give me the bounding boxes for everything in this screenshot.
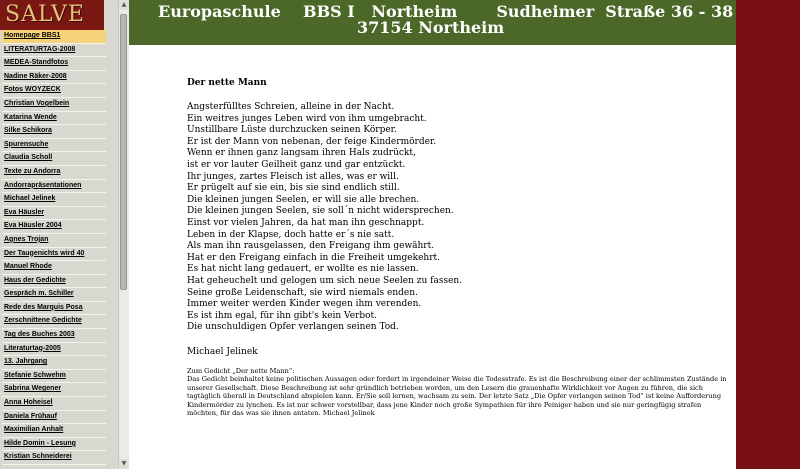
sidebar-nav-item[interactable]: Manuel Rhode [2, 261, 106, 275]
sidebar-nav-item[interactable]: Haus der Gedichte [2, 275, 106, 289]
sidebar-nav-item[interactable]: MEDEA-Standfotos [2, 57, 106, 71]
poem-author: Michael Jelinek [187, 346, 258, 357]
sidebar-nav-item[interactable]: Fotos WOYZECK [2, 84, 106, 98]
poem-line: Die kleinen jungen Seelen, sie soll´n nicht widersprechen. [187, 206, 454, 217]
sidebar-nav-item[interactable]: Eva Häusler [2, 207, 106, 221]
sidebar-nav-item[interactable]: Daniela Frühauf [2, 411, 106, 425]
sidebar-nav-item[interactable]: Maximilian Anhalt [2, 424, 106, 438]
site-logo[interactable] [0, 0, 104, 30]
poem-line: Angsterfülltes Schreien, alleine in der Nacht. [187, 102, 395, 112]
header-line-1: Europaschule BBS I Northeim Sudheimer Straße 36 - 38 [158, 2, 734, 21]
sidebar-nav-item[interactable]: Texte zu Andorra [2, 166, 106, 180]
sidebar-nav-item[interactable]: Rede des Marquis Posa [2, 302, 106, 316]
page-header [129, 0, 736, 45]
scroll-thumb[interactable] [120, 14, 127, 290]
sidebar-nav-item[interactable]: Katarina Wende [2, 112, 106, 126]
poem-line: Seine große Leidenschaft, sie wird niemals enden. [187, 287, 418, 298]
sidebar-nav-item[interactable]: Agnes Trojan [2, 234, 106, 248]
poem-line: ist er vor lauter Geilheit ganz und gar entzückt. [187, 159, 406, 170]
poem-body [187, 102, 727, 334]
poem-note [187, 367, 727, 418]
sidebar-nav-item[interactable]: Silke Schikora [2, 125, 106, 139]
sidebar-nav-item[interactable]: Michael Jelinek [2, 193, 106, 207]
sidebar-nav-item[interactable]: Homepage BBS1 [2, 30, 106, 44]
poem-line: Als man ihn rausgelassen, den Freigang ihm gewährt. [187, 241, 435, 252]
sidebar-nav-item[interactable]: Der Taugenichts wird 40 [2, 248, 106, 262]
sidebar-nav-item[interactable]: Christian Vogelbein [2, 98, 106, 112]
sidebar [0, 0, 118, 469]
poem-line: Die kleinen jungen Seelen, er will sie alle brechen. [187, 194, 420, 205]
sidebar-nav-item[interactable]: Kristian Schneiderei [2, 451, 106, 465]
sidebar-nav-item[interactable]: Stefanie Schwehm [2, 370, 106, 384]
sidebar-nav-item[interactable]: LITERATURTAG-2008 [2, 44, 106, 58]
poem-line: Leben in der Klapse, doch hatte er´s nie satt. [187, 229, 395, 240]
scroll-down-arrow-icon[interactable]: ▼ [119, 459, 129, 469]
sidebar-nav-item[interactable]: Tag des Buches 2003 [2, 329, 106, 343]
poem-line: Ihr junges, zartes Fleisch ist alles, was er will. [187, 171, 399, 182]
sidebar-nav-item[interactable]: Literaturtag-2005 [2, 343, 106, 357]
logo-text: SALVE [5, 2, 85, 27]
sidebar-nav-item[interactable]: Andorrapräsentationen [2, 180, 106, 194]
poem-line: Hat er den Freigang einfach in die Freiheit umgekehrt. [187, 252, 440, 263]
sidebar-nav-item[interactable]: Sabrina Wegener [2, 383, 106, 397]
sidebar-nav-item[interactable]: Eva Häusler 2004 [2, 220, 106, 234]
note-body: Das Gedicht beinhaltet keine politischen Aussagen oder fordert in irgendeiner Weise die Todesstrafe. Es ist die Beschreibung einer der schlimmsten Zustände in unserer Gesellschaft. Diese Beschreibung ist sehr gründlich betrieben worden, um den Lesern die grauenhafte Wirklichkeit vor Augen zu führen, die sich tagtäglich überall in Deutschland abspielen kann. Er/Sie soll lernen, wachsam zu sein. Der letzte Satz „Die Opfer verlangen seinen Tod“ ist keine Aufforderung Kindermörder zu lynchen. Es ist nur schwer vorstellbar, dass jene Kinder noch große Sympathien für ihre Peiniger haben und sie nur geringfügig strafen möchten, für das was sie ihnen antaten. Michael Jelinek [187, 375, 727, 418]
poem-title: Der nette Mann [187, 78, 267, 88]
main-content [187, 78, 727, 418]
sidebar-nav-item[interactable]: Nadine Räker-2008 [2, 71, 106, 85]
right-border-strip [736, 0, 800, 469]
poem-line: Immer weiter werden Kinder wegen ihm verenden. [187, 299, 422, 310]
poem-line: Einst vor vielen Jahren, da hat man ihn geschnappt. [187, 217, 425, 228]
poem-line: Wenn er ihnen ganz langsam ihren Hals zudrückt, [187, 148, 416, 159]
sidebar-nav-item[interactable]: Hilde Domin - Lesung [2, 438, 106, 452]
poem-line: Er ist der Mann von nebenan, der feige Kindermörder. [187, 136, 437, 147]
poem-line: Es ist ihm egal, für ihn gibt's kein Verbot. [187, 310, 378, 321]
poem-line: Hat geheuchelt und gelogen um sich neue Seelen zu fassen. [187, 275, 463, 286]
sidebar-scrollbar[interactable] [118, 0, 129, 469]
note-heading: Zum Gedicht „Der nette Mann“: [187, 366, 295, 375]
scroll-up-arrow-icon[interactable]: ▲ [119, 0, 129, 10]
poem-line: Er prügelt auf sie ein, bis sie sind endlich still. [187, 183, 400, 194]
sidebar-nav [2, 30, 106, 465]
sidebar-nav-item[interactable]: Gespräch m. Schiller [2, 288, 106, 302]
sidebar-nav-item[interactable]: Anna Hoheisel [2, 397, 106, 411]
sidebar-nav-item[interactable]: 13. Jahrgang [2, 356, 106, 370]
poem-line: Es hat nicht lang gedauert, er wollte es nie lassen. [187, 264, 419, 275]
sidebar-nav-item[interactable]: Spurensuche [2, 139, 106, 153]
poem-line: Unstillbare Lüste durchzucken seinen Körper. [187, 125, 397, 136]
sidebar-nav-item[interactable]: Zerschnittene Gedichte [2, 315, 106, 329]
poem-line: Die unschuldigen Opfer verlangen seinen Tod. [187, 322, 399, 333]
header-line-2: 37154 Northeim [357, 18, 505, 37]
poem-line: Ein weitres junges Leben wird von ihm umgebracht. [187, 113, 427, 124]
sidebar-nav-item[interactable]: Claudia Scholl [2, 152, 106, 166]
